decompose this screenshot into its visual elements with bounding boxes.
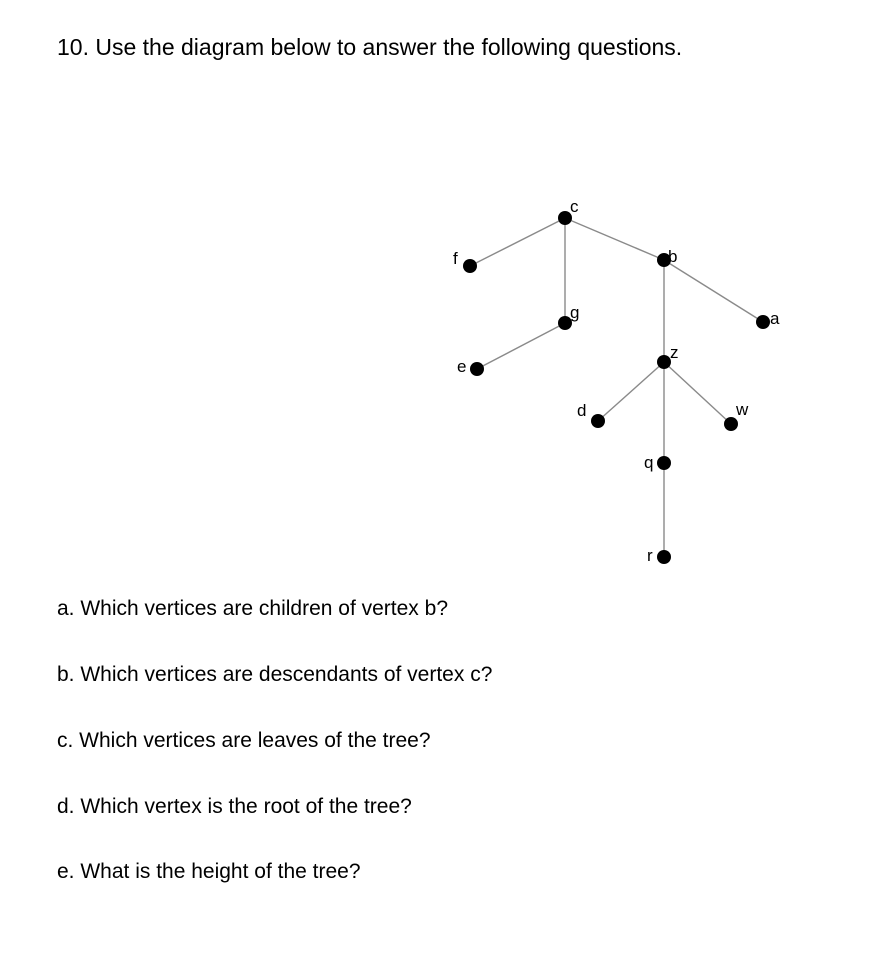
vertex-c [558, 197, 579, 225]
tree-edges [470, 218, 763, 557]
vertex-a-dot [756, 315, 770, 329]
vertex-q-label: q [644, 453, 654, 472]
vertex-f-label: f [453, 249, 458, 268]
question-b: b. Which vertices are descendants of vertex c? [57, 663, 493, 686]
vertex-w [724, 400, 749, 431]
vertex-g [558, 303, 579, 330]
vertex-b [657, 247, 677, 267]
vertex-g-label: g [570, 303, 580, 322]
vertex-a [756, 309, 780, 329]
vertex-d [577, 401, 605, 428]
edge-c-f [470, 218, 565, 266]
question-e: e. What is the height of the tree? [57, 860, 361, 883]
vertex-f-dot [463, 259, 477, 273]
vertex-w-dot [724, 417, 738, 431]
question-a: a. Which vertices are children of vertex b? [57, 597, 449, 620]
problem-heading: 10. Use the diagram below to answer the following questions. [57, 34, 683, 60]
vertex-e [457, 357, 484, 376]
question-c: c. Which vertices are leaves of the tree? [57, 729, 431, 752]
vertex-e-label: e [457, 357, 467, 376]
vertex-r [647, 546, 671, 565]
edge-z-w [664, 362, 731, 424]
vertex-f [453, 249, 477, 273]
vertex-a-label: a [770, 309, 780, 328]
vertex-r-dot [657, 550, 671, 564]
vertex-z-dot [657, 355, 671, 369]
vertex-q [644, 453, 671, 472]
vertex-e-dot [470, 362, 484, 376]
vertex-r-label: r [647, 546, 653, 565]
edge-c-b [565, 218, 664, 260]
vertex-b-label: b [668, 247, 678, 266]
question-d: d. Which vertex is the root of the tree? [57, 795, 412, 818]
vertex-w-label: w [736, 400, 749, 419]
vertex-z-label: z [670, 343, 679, 362]
edge-b-a [664, 260, 763, 322]
vertex-d-dot [591, 414, 605, 428]
vertex-z [657, 343, 679, 369]
edge-g-e [477, 323, 565, 369]
vertex-c-label: c [570, 197, 579, 216]
vertex-q-dot [657, 456, 671, 470]
vertex-d-label: d [577, 401, 587, 420]
edge-z-d [598, 362, 664, 421]
